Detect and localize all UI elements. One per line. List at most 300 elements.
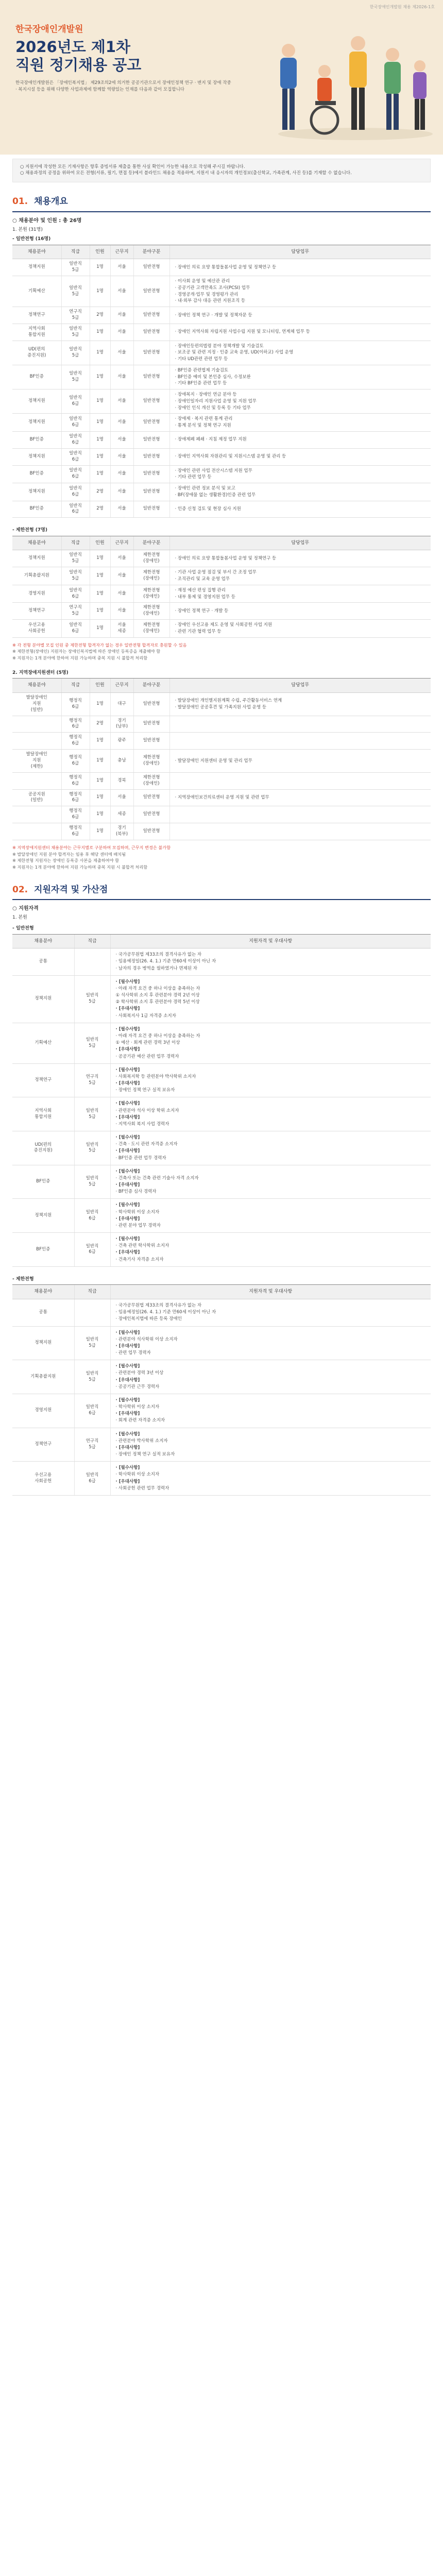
qual-line: · 건축 관련 학사학위 소지자	[115, 1243, 169, 1249]
duty-line: · 기관 사업 운영 점검 및 부서 간 조정 업무	[175, 570, 257, 575]
table-row	[12, 1360, 431, 1394]
table-row	[12, 806, 431, 823]
duty-line: · 장애인 지역사회 자립지원 사업수립 지원 및 모니터링, 연계체 업무 등	[175, 329, 310, 335]
column-header: 담당업무	[169, 536, 431, 550]
duty-cell	[169, 733, 431, 750]
qual-line: · [필수사항]	[115, 1236, 140, 1242]
count-cell: 1명	[90, 465, 110, 483]
column-header: 채용분야	[12, 679, 61, 693]
place-cell: 서울	[110, 431, 133, 448]
count-cell: 1명	[90, 431, 110, 448]
grade-cell: 일반직 5급	[74, 1326, 110, 1360]
column-header: 인원	[90, 245, 110, 259]
category-cell: 일반전형	[133, 276, 169, 307]
duty-line: · 장애제폐 폐쇄 · 지침 제정 업무 지원	[175, 437, 247, 443]
count-cell: 1명	[90, 823, 110, 840]
qual-line: · 학사학위 이상 소지자	[115, 1404, 160, 1410]
general-qual-table	[12, 934, 431, 1267]
qual-cell	[110, 1394, 431, 1428]
table-row	[12, 1394, 431, 1428]
place-cell: 서울	[110, 465, 133, 483]
table-row	[12, 431, 431, 448]
grade-cell: 일반직 6급	[74, 1199, 110, 1233]
people-illustration	[258, 14, 433, 143]
field-cell: 경영지원	[12, 585, 61, 603]
place-cell: 서울	[110, 389, 133, 414]
column-header: 채용분야	[12, 934, 74, 948]
category-cell: 일반전형	[133, 431, 169, 448]
duty-line: · 기타 BF인증 관련 업무 등	[175, 381, 227, 386]
category-cell: 일반전형	[133, 341, 169, 365]
qual-line: · 관련 업무 경력자	[115, 1350, 151, 1356]
duty-cell	[169, 448, 431, 465]
category-cell: 일반전형	[133, 324, 169, 341]
person-icon	[384, 48, 401, 130]
grade-cell: 일반직 5급	[61, 550, 90, 567]
field-cell: UD(편의 증진지원)	[12, 341, 61, 365]
notice-line: ○ 지원서에 작성한 모든 기재사항은 향후 증빙서류 제출을 통한 사실 확인이 가능한 내용으로 작성해 주시길 바랍니다.	[20, 164, 245, 170]
qual-line: · 관련분야 박사학위 소지자	[115, 1438, 168, 1444]
title-line-2: 직원 정기채용 공고	[15, 56, 142, 74]
note-line: ※ 발달장애인 지원 분야 합격자는 임용 후 해당 센터에 배치됨	[12, 851, 126, 857]
table-row	[12, 733, 431, 750]
field-cell: 공통	[12, 948, 74, 976]
table-row	[12, 1165, 431, 1199]
qual-line: · [필수사항]	[115, 1135, 140, 1141]
qual-line: · [우대사항]	[115, 1047, 140, 1053]
qual-line: · 남자의 경우 병역을 필하였거나 면제된 자	[115, 965, 198, 971]
count-cell: 2명	[90, 716, 110, 733]
table-row	[12, 341, 431, 365]
field-cell: BF인증	[12, 501, 61, 518]
table-row	[12, 1097, 431, 1131]
grade-cell: 일반직 6급	[61, 389, 90, 414]
notice-box	[12, 159, 431, 182]
section-qualifications	[12, 884, 431, 1496]
table-row	[12, 567, 431, 585]
qual-line: · 사회복지사 1급 자격증 소지자	[115, 1013, 176, 1019]
qual-line: · [우대사항]	[115, 1148, 140, 1154]
qual-line: · [필수사항]	[115, 1101, 140, 1107]
duty-line: · 장애인 정책 연구 · 개발 및 정책자문 등	[175, 312, 252, 318]
column-header: 분야구분	[133, 679, 169, 693]
duty-cell	[169, 389, 431, 414]
duty-line: · 장애인 관련 사업 전산시스템 지원 업무	[175, 468, 252, 473]
general-recruit-table	[12, 245, 431, 518]
grade-cell: 일반직 5급	[61, 324, 90, 341]
qual-line: · [필수사항]	[115, 1067, 140, 1073]
regional-title: 2. 지역장애지원센터 (5명)	[12, 670, 69, 675]
field-cell: BF인증	[12, 1165, 74, 1199]
note-line: ※ 지원자는 1개 분야에 한하여 지원 가능하며 중복 지원 시 불합격 처리함	[12, 864, 148, 870]
count-cell: 1명	[90, 772, 110, 789]
grade-cell: 연구직 5급	[74, 1428, 110, 1462]
restricted-qual-table	[12, 1284, 431, 1496]
table-row	[12, 414, 431, 432]
qual-cell	[110, 1199, 431, 1233]
grade-cell: 일반직 5급	[61, 276, 90, 307]
duty-cell	[169, 620, 431, 638]
qual-line: · [필수사항]	[115, 1465, 140, 1471]
count-cell: 1명	[90, 585, 110, 603]
notice-number: 한국장애인개발원 채용 제2026-1호	[369, 5, 435, 9]
duty-cell	[169, 465, 431, 483]
qual-cell	[110, 1131, 431, 1165]
restricted-notes	[12, 642, 431, 662]
field-cell: 정책연구	[12, 603, 61, 620]
column-header: 근무지	[110, 679, 133, 693]
place-cell: 경기 (남부)	[110, 716, 133, 733]
category-cell: 제한전형 (장애인)	[133, 620, 169, 638]
duty-line: · 장애인 관련 정보 분석 및 보고	[175, 486, 235, 492]
duty-line: · 기타 UD관련 관련 업무 등	[175, 357, 228, 362]
qual-line: · 관련 분야 업무 경력자	[115, 1223, 161, 1228]
grade-cell: 연구직 5급	[61, 307, 90, 324]
duty-line: · 발달장애인 공공후견 및 가족지원 사업 운영 등	[175, 704, 267, 710]
field-cell: 정책지원	[12, 1199, 74, 1233]
count-cell: 1명	[90, 550, 110, 567]
table-row	[12, 975, 431, 1023]
recruit-field-line: ○ 채용분야 및 인원 : 총 26명	[12, 217, 82, 224]
grade-cell: 행정직 6급	[61, 750, 90, 773]
qual-line: · [우대사항]	[115, 1377, 140, 1383]
qual-restricted-label: - 제한전형	[12, 1276, 34, 1282]
column-header: 담당업무	[169, 245, 431, 259]
column-header: 지원자격 및 우대사항	[110, 934, 431, 948]
qual-cell	[110, 1097, 431, 1131]
grade-cell: 일반직 6급	[61, 465, 90, 483]
qual-line: · [우대사항]	[115, 1250, 140, 1256]
category-cell: 일반전형	[133, 465, 169, 483]
table-row	[12, 389, 431, 414]
grade-cell: 행정직 6급	[61, 716, 90, 733]
field-cell: 정책지원	[12, 1326, 74, 1360]
table-row	[12, 620, 431, 638]
field-cell: BF인증	[12, 431, 61, 448]
place-cell: 서울	[110, 259, 133, 276]
place-cell: 광주	[110, 733, 133, 750]
table-row	[12, 550, 431, 567]
duty-cell	[169, 585, 431, 603]
duty-cell	[169, 789, 431, 806]
qual-line: · 아래 자격 요건 중 하나 이상을 충족하는 자	[115, 986, 200, 991]
column-header: 직급	[74, 934, 110, 948]
qual-line: · 아래 자격 요건 중 하나 이상을 충족하는 자	[115, 1033, 200, 1039]
note-line: ※ 지역장애지원센터 채용분야는 근무지별로 구분하여 모집하며, 근무지 변경은 불가함	[12, 844, 171, 850]
duty-line: · 장애제 · 복지 관련 통계 관리	[175, 416, 233, 422]
grade-cell: 일반직 6급	[61, 585, 90, 603]
count-cell: 1명	[90, 806, 110, 823]
field-cell: 기획총괄지원	[12, 567, 61, 585]
qual-line: · [우대사항]	[115, 1411, 140, 1417]
count-cell: 1명	[90, 389, 110, 414]
table-row	[12, 465, 431, 483]
grade-cell: 연구직 5급	[61, 603, 90, 620]
count-cell: 1명	[90, 750, 110, 773]
notice-line: ○ 채용과정의 공정을 위하여 모든 전형(서류, 필기, 면접 등)에서 블라인드 채용을 적용하며, 지원서 내 응시자의 개인정보(출신학교, 가족관계, 사진 등)를 기재할 수 없습니다.	[20, 170, 352, 176]
category-cell: 일반전형	[133, 365, 169, 389]
grade-cell: 일반직 5급	[74, 1131, 110, 1165]
duty-cell	[169, 772, 431, 789]
field-cell: 기획총괄지원	[12, 1360, 74, 1394]
table-row	[12, 716, 431, 733]
count-cell: 2명	[90, 483, 110, 501]
note-line: ※ 각 전형 분야별 모집 인원 중 제한전형 합격자가 없는 경우 일반전형 합격자로 충원할 수 있음	[12, 642, 187, 648]
qual-line: · 회계 관련 자격증 소지자	[115, 1418, 165, 1423]
field-cell: 지역사회 통합지원	[12, 324, 61, 341]
duty-line: · 장애인등편의법령 분야 정책개발 및 기술검토	[175, 343, 264, 349]
section-overview	[12, 196, 431, 871]
category-cell: 제한전형 (장애인)	[133, 750, 169, 773]
qual-line: · 국가공무원법 제33조의 결격사유가 없는 자	[115, 952, 202, 958]
qual-line: · [우대사항]	[115, 1479, 140, 1484]
column-header: 채용분야	[12, 1285, 74, 1299]
duty-line: · 관련 기관 협력 업무 등	[175, 629, 222, 634]
table-row	[12, 1462, 431, 1496]
duty-cell	[169, 259, 431, 276]
duty-cell	[169, 603, 431, 620]
qual-line: ① 석사학위 소지 후 관련분야 경력 2년 이상	[115, 993, 200, 998]
grade-cell	[74, 1299, 110, 1326]
duty-cell	[169, 307, 431, 324]
count-cell: 2명	[90, 501, 110, 518]
category-cell: 일반전형	[133, 692, 169, 716]
duty-line: · 장애인 우선고용 제도 운영 및 사회공헌 사업 지원	[175, 622, 272, 628]
grade-cell: 행정직 6급	[61, 789, 90, 806]
table-row	[12, 823, 431, 840]
field-cell: BF인증	[12, 1233, 74, 1267]
table-row	[12, 750, 431, 773]
duty-cell	[169, 550, 431, 567]
duty-line: · 장애인일자리 지원사업 운영 및 지원 업무	[175, 398, 257, 404]
restricted-track-label: - 제한전형 (7명)	[12, 528, 47, 533]
qual-line: · [필수사항]	[115, 1202, 140, 1208]
category-cell: 일반전형	[133, 823, 169, 840]
table-row	[12, 789, 431, 806]
place-cell: 서울	[110, 414, 133, 432]
duty-line: · 이사회 운영 및 예산관 관리	[175, 279, 230, 284]
qual-line: · BF인증 관련 업무 경력자	[115, 1155, 166, 1161]
category-cell: 일반전형	[133, 806, 169, 823]
qual-line: · [필수사항]	[115, 1330, 140, 1335]
duty-cell	[169, 365, 431, 389]
qual-line: · 관련분야 석사학위 이상 소지자	[115, 1336, 178, 1342]
column-header: 직급	[74, 1285, 110, 1299]
category-cell: 제한전형 (장애인)	[133, 603, 169, 620]
grade-cell: 행정직 6급	[61, 806, 90, 823]
section-number: 02.	[12, 884, 28, 895]
place-cell: 서울	[110, 324, 133, 341]
place-cell: 경북	[110, 772, 133, 789]
qual-cell	[110, 1165, 431, 1199]
column-header: 채용분야	[12, 245, 61, 259]
field-cell: 우선고용 사회공헌	[12, 620, 61, 638]
table-row	[12, 603, 431, 620]
person-icon	[280, 44, 297, 130]
field-cell: BF인증	[12, 365, 61, 389]
duty-line: · 장애인 정책 연구 · 개발 등	[175, 608, 229, 614]
place-cell: 서울	[110, 550, 133, 567]
regional-recruit-table	[12, 678, 431, 840]
qual-cell	[110, 1428, 431, 1462]
table-row	[12, 692, 431, 716]
count-cell: 1명	[90, 789, 110, 806]
column-header: 근무지	[110, 536, 133, 550]
place-cell: 세종	[110, 806, 133, 823]
table-row	[12, 276, 431, 307]
field-cell: 공공지원 (일반)	[12, 789, 61, 806]
duty-cell	[169, 324, 431, 341]
count-cell: 1명	[90, 692, 110, 716]
field-cell: BF인증	[12, 465, 61, 483]
field-cell: 발달장애인 지원 (제한)	[12, 750, 61, 773]
grade-cell: 일반직 5급	[74, 1165, 110, 1199]
place-cell: 서울	[110, 567, 133, 585]
person-icon	[349, 36, 367, 130]
duty-cell	[169, 823, 431, 840]
category-cell: 일반전형	[133, 733, 169, 750]
qual-line: · 장애인복지법에 따른 등록 장애인	[115, 1316, 182, 1322]
grade-cell: 일반직 6급	[61, 414, 90, 432]
category-cell: 일반전형	[133, 307, 169, 324]
field-cell: 정책지원	[12, 259, 61, 276]
qual-subsection: 1. 본원	[12, 915, 27, 921]
note-line: ※ 제한전형(장애인) 지원자는 장애인복지법에 따른 장애인 등록증을 제출해야 함	[12, 649, 161, 654]
field-cell: UD(편의 증진지원)	[12, 1131, 74, 1165]
grade-cell: 일반직 6급	[74, 1462, 110, 1496]
qual-line: · [필수사항]	[115, 1397, 140, 1403]
qual-line: · 지역사회 복지 사업 경력자	[115, 1121, 169, 1127]
grade-cell: 일반직 5급	[61, 365, 90, 389]
field-cell: 정책연구	[12, 307, 61, 324]
duty-line: · 공공기관 고객만족도 조사(PCSI) 업무	[175, 285, 250, 291]
qual-cell	[110, 1063, 431, 1097]
grade-cell: 연구직 5급	[74, 1063, 110, 1097]
qual-line: · 관련분야 경력 3년 이상	[115, 1370, 164, 1376]
duty-line: · 장애인 의료 요양 통합돌봄사업 운영 및 정책연구 등	[175, 264, 277, 270]
place-cell: 서울	[110, 603, 133, 620]
qual-cell	[110, 948, 431, 976]
qual-line: · [우대사항]	[115, 1114, 140, 1120]
grade-cell: 행정직 6급	[61, 772, 90, 789]
qual-line: · 학사학위 이상 소지자	[115, 1472, 160, 1478]
field-cell: 정책지원	[12, 975, 74, 1023]
column-header: 직급	[61, 245, 90, 259]
duty-line: · BF인증 예비 및 본인증 심사, 수정보완	[175, 374, 251, 380]
table-row	[12, 1299, 431, 1326]
count-cell: 2명	[90, 307, 110, 324]
qual-cell	[110, 1462, 431, 1496]
grade-cell: 일반직 6급	[74, 1233, 110, 1267]
column-header: 직급	[61, 679, 90, 693]
field-cell: 정책연구	[12, 1428, 74, 1462]
qual-line: · [필수사항]	[115, 979, 140, 985]
qual-line: · [우대사항]	[115, 1006, 140, 1012]
duty-line: · 장애인 의료 요양 통합돌봄사업 운영 및 정책연구 등	[175, 556, 277, 561]
column-header: 분야구분	[133, 536, 169, 550]
qual-cell	[110, 1360, 431, 1394]
count-cell: 1명	[90, 276, 110, 307]
count-cell: 1명	[90, 414, 110, 432]
qual-line: · [필수사항]	[115, 1026, 140, 1032]
field-cell: 정책지원	[12, 414, 61, 432]
field-cell: 기획예산	[12, 276, 61, 307]
category-cell: 일반전형	[133, 716, 169, 733]
qual-line: · 건축사 또는 건축 관련 기술사 자격 소지자	[115, 1175, 199, 1181]
place-cell: 충남	[110, 750, 133, 773]
count-cell: 1명	[90, 733, 110, 750]
grade-cell: 일반직 6급	[61, 448, 90, 465]
grade-cell: 행정직 6급	[61, 733, 90, 750]
qual-cell	[110, 975, 431, 1023]
place-cell: 서울	[110, 365, 133, 389]
field-cell: 정책지원	[12, 550, 61, 567]
column-header: 분야구분	[133, 245, 169, 259]
qual-line: · [우대사항]	[115, 1081, 140, 1087]
qual-line: · [필수사항]	[115, 1168, 140, 1174]
duty-cell	[169, 692, 431, 716]
count-cell: 1명	[90, 324, 110, 341]
category-cell: 제한전형 (장애인)	[133, 550, 169, 567]
field-cell: 기획예산	[12, 1023, 74, 1063]
table-row	[12, 483, 431, 501]
qual-line: · [우대사항]	[115, 1445, 140, 1450]
table-row	[12, 1326, 431, 1360]
restricted-recruit-table	[12, 536, 431, 638]
duty-line: · 장애인 지역사회 자원관리 및 지원시스템 운영 및 관리 등	[175, 454, 286, 460]
grade-cell: 행정직 6급	[61, 823, 90, 840]
column-header: 근무지	[110, 245, 133, 259]
qual-line: · 학사학위 이상 소지자	[115, 1209, 160, 1215]
field-cell	[12, 772, 61, 789]
column-header: 인원	[90, 536, 110, 550]
place-cell: 서울 세종	[110, 620, 133, 638]
place-cell: 서울	[110, 276, 133, 307]
category-cell: 제한전형 (장애인)	[133, 772, 169, 789]
duty-line: · 조직관리 및 교육 운영 업무	[175, 577, 230, 582]
place-cell: 서울	[110, 585, 133, 603]
qual-line: · 국가공무원법 제33조의 결격사유가 없는 자	[115, 1302, 202, 1308]
duty-cell	[169, 431, 431, 448]
qual-line: · [우대사항]	[115, 1343, 140, 1349]
duty-cell	[169, 341, 431, 365]
duty-cell	[169, 716, 431, 733]
count-cell: 1명	[90, 620, 110, 638]
table-row	[12, 1023, 431, 1063]
place-cell: 서울	[110, 483, 133, 501]
field-cell: 발달장애인 지원 (일반)	[12, 692, 61, 716]
general-track-label: - 일반전형 (16명)	[12, 236, 51, 242]
duty-line: · 통계 분석 및 정책 연구 지원	[175, 423, 231, 429]
table-row	[12, 307, 431, 324]
duty-line: · 내·외부 감사 대응 관련 지원조직 등	[175, 298, 246, 304]
section-title	[12, 884, 431, 901]
field-cell	[12, 823, 61, 840]
category-cell: 제한전형 (장애인)	[133, 585, 169, 603]
table-row	[12, 324, 431, 341]
qual-line: · 장애인 정책 연구 실적 보유자	[115, 1088, 175, 1093]
category-cell: 일반전형	[133, 501, 169, 518]
duty-cell	[169, 501, 431, 518]
place-cell: 서울	[110, 341, 133, 365]
qual-line: · 임용예정일(26. 4. 1.) 기준 만60세 이상이 아닌 자	[115, 959, 216, 964]
field-cell: 공통	[12, 1299, 74, 1326]
grade-cell: 일반직 5급	[61, 341, 90, 365]
section-title	[12, 196, 431, 212]
field-cell: 정책지원	[12, 483, 61, 501]
table-row	[12, 585, 431, 603]
duty-cell	[169, 414, 431, 432]
